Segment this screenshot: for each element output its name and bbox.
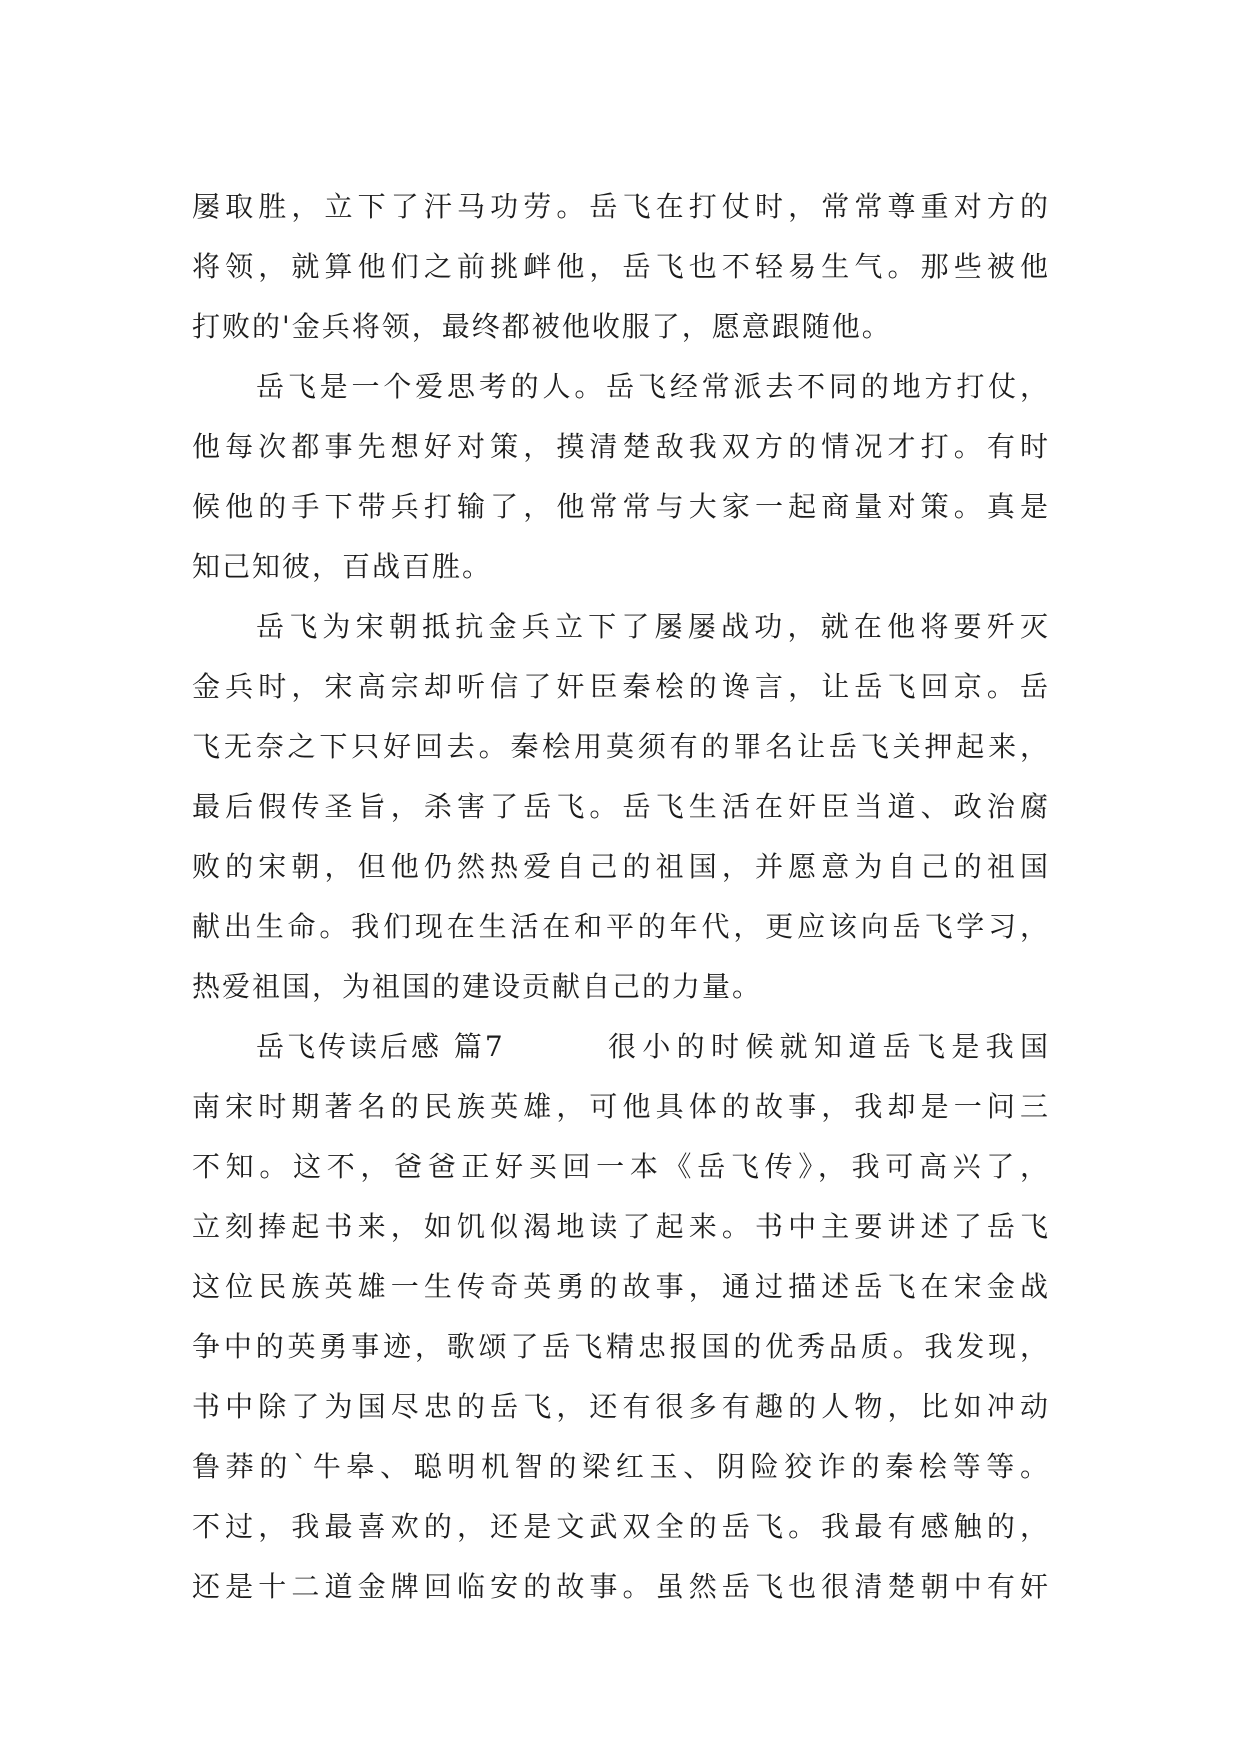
text-line: 这位民族英雄一生传奇英勇的故事，通过描述岳飞在宋金战 [192, 1270, 1050, 1303]
text-line: 岳飞是一个爱思考的人。岳飞经常派去不同的地方打仗， [256, 370, 1050, 403]
text-line: 鲁莽的`牛皋、聪明机智的梁红玉、阴险狡诈的秦桧等等。 [192, 1450, 1050, 1483]
text-line: 最后假传圣旨，杀害了岳飞。岳飞生活在奸臣当道、政治腐 [192, 790, 1050, 823]
text-line: 立刻捧起书来，如饥似渴地读了起来。书中主要讲述了岳飞 [192, 1210, 1050, 1243]
text-line: 将领，就算他们之前挑衅他，岳飞也不轻易生气。那些被他 [192, 250, 1050, 283]
text-line: 南宋时期著名的民族英雄，可他具体的故事，我却是一问三 [192, 1090, 1050, 1123]
text-line: 还是十二道金牌回临安的故事。虽然岳飞也很清楚朝中有奸 [192, 1570, 1050, 1603]
text-line: 知己知彼，百战百胜。 [192, 550, 493, 583]
text-line: 他每次都事先想好对策，摸清楚敌我双方的情况才打。有时 [192, 430, 1050, 463]
text-line: 打败的'金兵将领，最终都被他收服了，愿意跟随他。 [192, 310, 892, 343]
text-line: 候他的手下带兵打输了，他常常与大家一起商量对策。真是 [192, 490, 1050, 523]
text-line: 献出生命。我们现在生活在和平的年代，更应该向岳飞学习， [192, 910, 1050, 943]
text-line: 败的宋朝，但他仍然热爱自己的祖国，并愿意为自己的祖国 [192, 850, 1050, 883]
text-line: 金兵时，宋高宗却听信了奸臣秦桧的谗言，让岳飞回京。岳 [192, 670, 1050, 703]
section-heading-line [256, 1017, 1050, 1077]
text-line: 书中除了为国尽忠的岳飞，还有很多有趣的人物，比如冲动 [192, 1390, 1050, 1423]
section-heading: 岳飞传读后感 篇7 [256, 1030, 506, 1063]
text-line: 飞无奈之下只好回去。秦桧用莫须有的罪名让岳飞关押起来， [192, 730, 1050, 763]
text-line: 争中的英勇事迹，歌颂了岳飞精忠报国的优秀品质。我发现， [192, 1330, 1050, 1363]
text-line: 屡取胜，立下了汗马功劳。岳飞在打仗时，常常尊重对方的 [192, 190, 1050, 223]
text-line: 不知。这不，爸爸正好买回一本《岳飞传》，我可高兴了， [192, 1150, 1050, 1183]
text-line: 热爱祖国，为祖国的建设贡献自己的力量。 [192, 970, 763, 1003]
body-text [192, 177, 1050, 1617]
text-line-segment: 很小的时候就知道岳飞是我国 [608, 1030, 1050, 1063]
text-line: 不过，我最喜欢的，还是文武双全的岳飞。我最有感触的， [192, 1510, 1050, 1543]
text-line: 岳飞为宋朝抵抗金兵立下了屡屡战功，就在他将要歼灭 [256, 610, 1050, 643]
